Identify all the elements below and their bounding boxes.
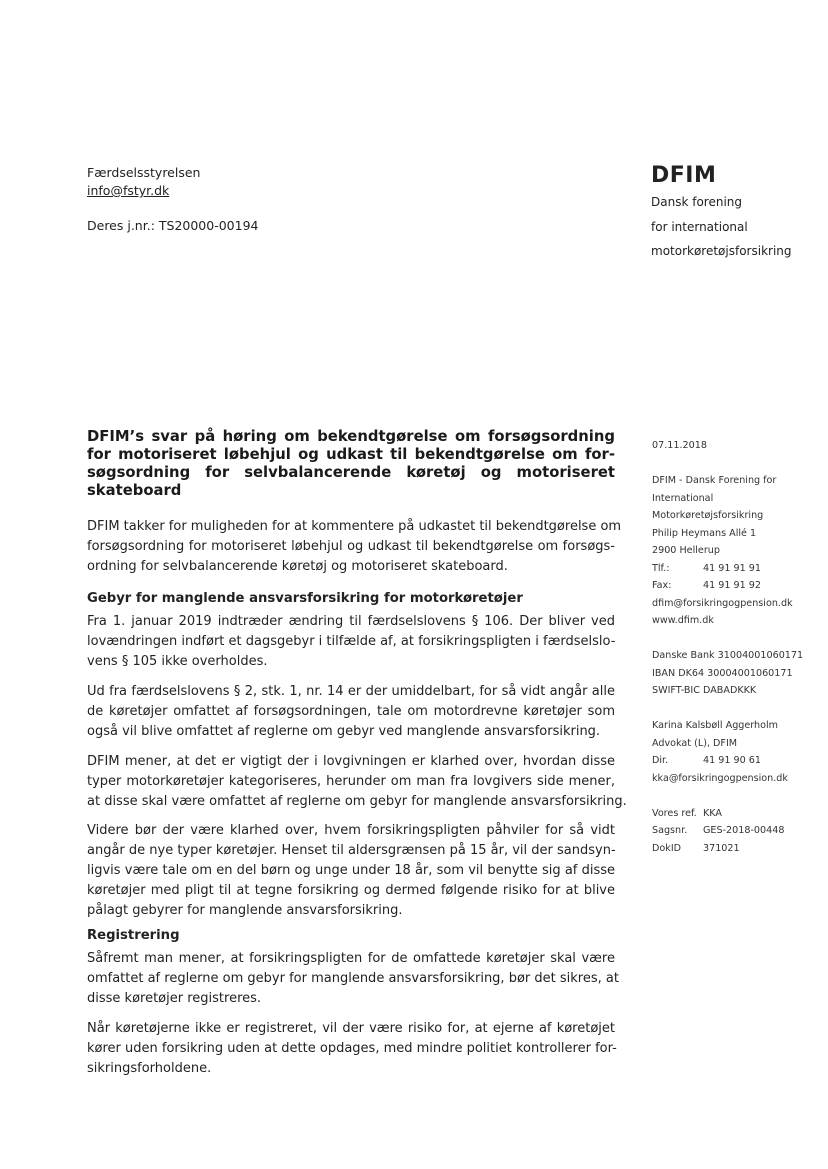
text-line: Videre bør der være klarhed over, hvem forsikringspligten påhviler for så vidt xyxy=(87,823,615,838)
fax-row xyxy=(652,577,803,595)
dfim-logo xyxy=(651,162,792,264)
recipient-name: Færdselsstyrelsen xyxy=(87,165,201,180)
text-line: omfattet af reglerne om gebyr for manglende ansvarsforsikring, bør det sikres, at xyxy=(87,971,619,986)
text-line: DFIM takker for muligheden for at kommentere på udkastet til bekendtgørelse om xyxy=(87,519,622,534)
dir-label: Dir. xyxy=(652,755,669,766)
paragraph xyxy=(87,1019,615,1079)
case-value: GES-2018-00448 xyxy=(703,825,785,836)
phone-label: Tlf.: xyxy=(652,562,670,574)
org-line: 2900 Hellerup xyxy=(652,545,720,556)
text-line: lovændringen indført et dagsgebyr i tilfælde af, at forsikringspligten i færdselslo- xyxy=(87,634,616,649)
logo-line: for international xyxy=(651,219,748,234)
text-line: Ud fra færdselslovens § 2, stk. 1, nr. 14 er der umiddelbart, for så vidt angår alle xyxy=(87,684,615,699)
letter-date: 07.11.2018 xyxy=(652,440,707,451)
fax-value: 41 91 91 92 xyxy=(703,580,761,591)
text-line: sikringsforholdene. xyxy=(87,1061,212,1076)
phone-value: 41 91 91 91 xyxy=(703,562,761,574)
dir-row xyxy=(652,752,803,770)
recipient-email-link[interactable]: info@fstyr.dk xyxy=(87,183,170,198)
logo-abbr: DFIM xyxy=(651,163,717,188)
paragraph xyxy=(87,949,619,1009)
paragraph xyxy=(87,612,615,672)
contact-email[interactable]: kka@forsikringogpension.dk xyxy=(652,772,788,784)
text-line: ordning for selvbalancerende køretøj og motoriseret skateboard. xyxy=(87,559,508,574)
ref-label: Vores ref. xyxy=(652,807,697,819)
text-line: DFIM mener, at det er vigtigt der i lovgivningen er klarhed over, hvordan disse xyxy=(87,754,615,769)
text-line: også vil blive omfattet af reglerne om gebyr ved manglende ansvarsforsikring. xyxy=(87,724,601,739)
text-line: typer motorkøretøjer kategoriseres, herunder om man fra lovgivers side mener, xyxy=(87,774,615,789)
bank-line: SWIFT-BIC DABADKKK xyxy=(652,685,757,696)
text-line: vens § 105 ikke overholdes. xyxy=(87,654,268,669)
docid-value: 371021 xyxy=(703,842,740,854)
docid-row xyxy=(652,840,803,858)
text-line: ligvis være tale om en del børn og unge under 18 år, som vil benytte sig af disse xyxy=(87,863,615,878)
logo-line: Dansk forening xyxy=(651,195,742,209)
title-line: skateboard xyxy=(87,482,182,499)
docid-label: DokID xyxy=(652,842,682,854)
org-email[interactable]: dfim@forsikringogpension.dk xyxy=(652,597,793,609)
paragraph xyxy=(87,752,627,812)
title-line: søgsordning for selvbalancerende køretøj og motoriseret xyxy=(87,464,615,481)
text-line: kører uden forsikring uden at dette opdages, med mindre politiet kontrollerer for- xyxy=(87,1041,617,1056)
recipient-block xyxy=(87,164,258,235)
dir-value: 41 91 90 61 xyxy=(703,755,761,766)
ref-row xyxy=(652,805,803,823)
recipient-reference: Deres j.nr.: TS20000-00194 xyxy=(87,218,259,233)
text-line: pålagt gebyrer for manglende ansvarsforsikring. xyxy=(87,903,403,918)
paragraph xyxy=(87,682,615,742)
text-line: forsøgsordning for motoriseret løbehjul og udkast til bekendtgørelse om forsøgs- xyxy=(87,539,615,554)
case-row xyxy=(652,822,803,840)
contact-name: Karina Kalsbøll Aggerholm xyxy=(652,720,779,731)
case-label: Sagsnr. xyxy=(652,825,688,836)
sidebar-info xyxy=(652,437,803,857)
logo-line: motorkøretøjsforsikring xyxy=(651,244,792,258)
phone-row xyxy=(652,560,803,578)
bank-line: Danske Bank 31004001060171 xyxy=(652,650,804,661)
bank-line: IBAN DK64 30004001060171 xyxy=(652,667,793,679)
text-line: disse køretøjer registreres. xyxy=(87,991,262,1006)
org-line: Philip Heymans Allé 1 xyxy=(652,527,757,539)
org-line: DFIM - Dansk Forening for xyxy=(652,475,777,486)
paragraph xyxy=(87,821,615,921)
text-line: at disse skal være omfattet af reglerne om gebyr for manglende ansvarsforsikring. xyxy=(87,794,627,809)
text-line: angår de nye typer køretøjer. Henset til aldersgrænsen på 15 år, vil der sandsyn- xyxy=(87,843,616,858)
text-line: Når køretøjerne ikke er registreret, vil der være risiko for, at ejerne af køretøjet xyxy=(87,1021,615,1036)
org-line: International xyxy=(652,492,714,504)
text-line: køretøjer med pligt til at tegne forsikring og dermed følgende risiko for at blive xyxy=(87,883,615,898)
ref-value: KKA xyxy=(703,807,722,819)
contact-title: Advokat (L), DFIM xyxy=(652,737,738,749)
fax-label: Fax: xyxy=(652,580,672,591)
text-line: Fra 1. januar 2019 indtræder ændring til færdselslovens § 106. Der bliver ved xyxy=(87,614,615,629)
section-heading-gebyr: Gebyr for manglende ansvarsforsikring for motorkøretøjer xyxy=(87,591,523,606)
org-line: Motorkøretøjsforsikring xyxy=(652,510,764,521)
title-line: for motoriseret løbehjul og udkast til bekendtgørelse om for- xyxy=(87,446,615,463)
intro-paragraph xyxy=(87,517,622,577)
text-line: Såfremt man mener, at forsikringspligten for de omfattede køretøjer skal være xyxy=(87,951,615,966)
letter-title xyxy=(87,428,615,500)
title-line: DFIM’s svar på høring om bekendtgørelse om forsøgsordning xyxy=(87,428,615,445)
section-heading-registrering: Registrering xyxy=(87,928,180,943)
org-website[interactable]: www.dfim.dk xyxy=(652,615,714,626)
text-line: de køretøjer omfattet af forsøgsordningen, tale om motordrevne køretøjer som xyxy=(87,704,615,719)
